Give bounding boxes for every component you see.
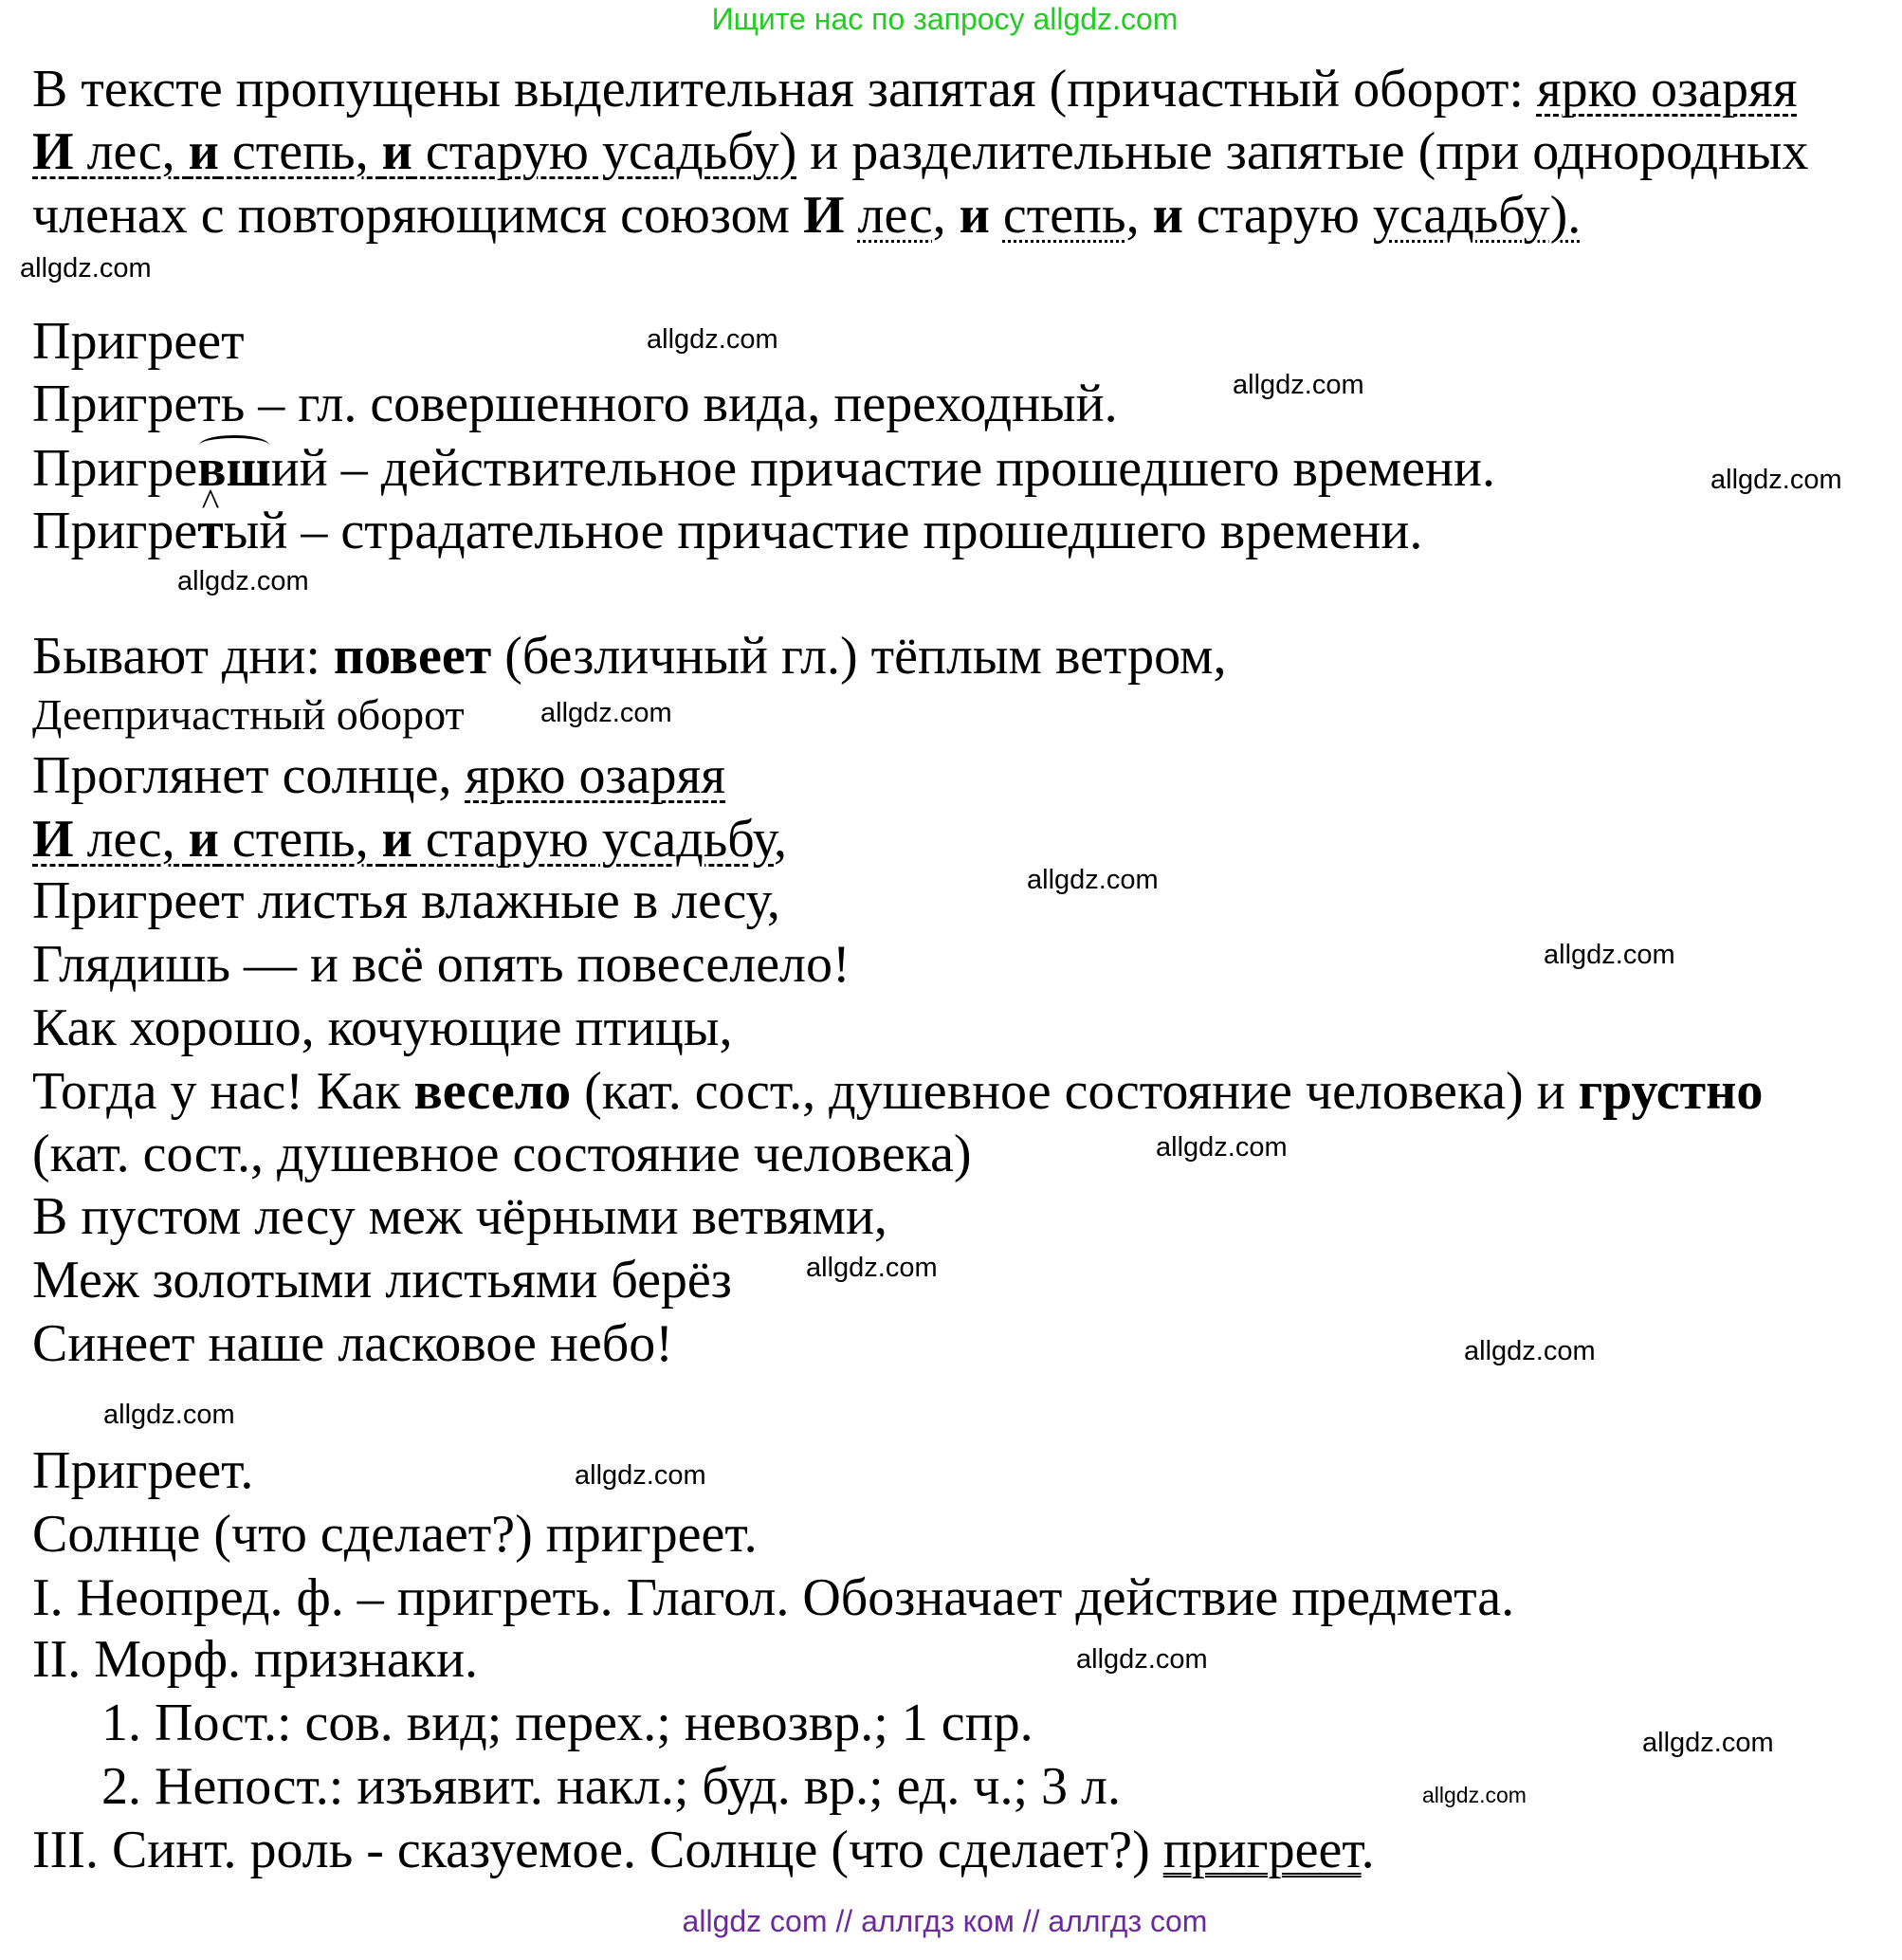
text-fragment: , xyxy=(774,810,788,869)
watermark: allgdz.com xyxy=(1710,465,1842,495)
text-line xyxy=(32,122,1809,181)
watermark: allgdz.com xyxy=(20,253,152,284)
suffix-caret-mark: ^ т xyxy=(197,502,224,560)
text-fragment: Пригреет xyxy=(32,312,245,371)
text-line xyxy=(101,1694,1033,1752)
watermark: allgdz.com xyxy=(647,324,778,355)
text-fragment: II. Морф. признаки. xyxy=(32,1630,479,1689)
text-fragment: Пригреть – гл. совершенного вида, переходный. xyxy=(32,375,1118,433)
watermark: allgdz.com xyxy=(806,1253,938,1283)
underlined-fragment: пригреет xyxy=(1162,1821,1362,1879)
watermark: allgdz.com xyxy=(177,566,309,596)
text-fragment: Как хорошо, кочующие птицы, xyxy=(32,998,733,1057)
watermark: allgdz.com xyxy=(1642,1728,1774,1758)
text-fragment xyxy=(990,186,1003,245)
search-hint-header: Ищите нас по запросу allgdz.com xyxy=(711,2,1179,36)
site-footer: allgdz com // аллгдз ком // аллгдз com xyxy=(682,1904,1208,1938)
underlined-fragment: И xyxy=(32,122,74,181)
text-line xyxy=(32,312,245,371)
text-line xyxy=(32,1441,253,1500)
text-fragment: Глядишь — и всё опять повеселело! xyxy=(32,935,850,994)
text-fragment: старую xyxy=(1182,186,1373,245)
text-line xyxy=(32,935,850,994)
text-fragment: В пустом лесу меж чёрными ветвями, xyxy=(32,1187,887,1246)
text-line xyxy=(32,502,1422,560)
text-fragment: и xyxy=(959,186,990,245)
text-line xyxy=(32,871,780,930)
underlined-fragment: ярко озаряя xyxy=(1536,60,1798,119)
text-line xyxy=(32,186,1581,245)
text-fragment: , xyxy=(1125,186,1153,245)
text-line xyxy=(32,1568,1514,1627)
text-fragment: Деепричастный оборот xyxy=(32,690,465,739)
text-line xyxy=(32,746,725,805)
text-fragment: Бывают дни: xyxy=(32,627,334,686)
watermark: allgdz.com xyxy=(575,1460,706,1491)
watermark: allgdz.com xyxy=(1422,1783,1527,1807)
text-line xyxy=(32,1062,1763,1121)
text-line xyxy=(32,60,1798,119)
text-line xyxy=(32,439,1495,498)
text-fragment: и xyxy=(1152,186,1183,245)
text-line xyxy=(32,1505,758,1564)
text-line xyxy=(32,1187,887,1246)
underlined-fragment: усадьбу). xyxy=(1372,186,1582,245)
watermark: allgdz.com xyxy=(1076,1644,1208,1675)
text-fragment: III. Синт. роль - сказуемое. Солнце (что сделает?) xyxy=(32,1821,1163,1879)
text-fragment: Пригреет. xyxy=(32,1441,254,1500)
text-fragment: ий – действительное причастие прошедшего времени. xyxy=(270,439,1495,498)
text-fragment: грустно xyxy=(1578,1062,1764,1121)
text-fragment: весело xyxy=(413,1062,572,1121)
text-fragment xyxy=(845,186,858,245)
text-line xyxy=(32,627,1226,686)
text-fragment: , xyxy=(932,186,960,245)
text-fragment: повеет xyxy=(333,627,492,686)
text-line xyxy=(32,375,1118,433)
underlined-fragment: старую усадьбу xyxy=(411,810,775,869)
watermark: allgdz.com xyxy=(1544,940,1675,970)
text-fragment: 1. Пост.: сов. вид; перех.; невозвр.; 1 спр. xyxy=(101,1694,1033,1752)
text-fragment: (безличный гл.) тёплым ветром, xyxy=(491,627,1227,686)
suffix-arc-mark: вш xyxy=(197,439,271,498)
text-line xyxy=(32,686,465,744)
underlined-fragment: ярко озаряя xyxy=(465,746,726,805)
text-fragment: (кат. сост., душевное состояние человека) и xyxy=(571,1062,1579,1121)
text-line xyxy=(32,1821,1375,1879)
text-line xyxy=(32,998,733,1057)
text-fragment: Пригреет листья влажные в лесу, xyxy=(32,871,780,930)
text-fragment: Синеет наше ласковое небо! xyxy=(32,1314,673,1373)
watermark: allgdz.com xyxy=(540,698,672,728)
text-fragment: Пригре xyxy=(32,439,198,498)
underlined-fragment: лес xyxy=(857,186,933,245)
underlined-fragment: и xyxy=(381,810,412,869)
text-fragment: членах с повторяющимся союзом xyxy=(32,186,803,245)
text-line xyxy=(32,1125,972,1183)
watermark: allgdz.com xyxy=(103,1400,235,1430)
text-fragment: . xyxy=(1361,1821,1375,1879)
underlined-fragment: и xyxy=(381,122,412,181)
underlined-fragment: степь, xyxy=(218,810,382,869)
text-fragment: I. Неопред. ф. – пригреть. Глагол. Обозначает действие предмета. xyxy=(32,1568,1515,1627)
underlined-fragment: и xyxy=(188,810,219,869)
underlined-fragment: лес, xyxy=(73,810,189,869)
text-fragment: Пригре xyxy=(32,502,198,560)
watermark: allgdz.com xyxy=(1233,370,1364,400)
text-fragment: Проглянет солнце, xyxy=(32,746,466,805)
text-fragment: И xyxy=(802,186,845,245)
text-fragment: (кат. сост., душевное состояние человека) xyxy=(32,1125,972,1183)
watermark: allgdz.com xyxy=(1156,1132,1288,1163)
text-fragment: Солнце (что сделает?) пригреет. xyxy=(32,1505,758,1564)
text-line xyxy=(32,1314,673,1373)
text-fragment: 2. Непост.: изъявит. накл.; буд. вр.; ед. ч.; 3 л. xyxy=(101,1757,1121,1816)
text-line xyxy=(32,810,787,869)
text-line xyxy=(101,1757,1121,1816)
text-line xyxy=(32,1251,732,1310)
text-fragment: Меж золотыми листьями берёз xyxy=(32,1251,732,1310)
underlined-fragment: и xyxy=(188,122,219,181)
text-line xyxy=(32,1630,478,1689)
text-fragment: и разделительные запятые (при однородных xyxy=(796,122,1809,181)
underlined-fragment: лес, xyxy=(73,122,189,181)
watermark: allgdz.com xyxy=(1027,865,1159,895)
text-fragment: В тексте пропущены выделительная запятая (причастный оборот: xyxy=(32,60,1537,119)
text-fragment: ый – страдательное причастие прошедшего времени. xyxy=(223,502,1423,560)
watermark: allgdz.com xyxy=(1464,1336,1596,1366)
underlined-fragment: И xyxy=(32,810,74,869)
underlined-fragment: степь xyxy=(1002,186,1126,245)
text-fragment: Тогда у нас! Как xyxy=(32,1062,414,1121)
underlined-fragment: степь, xyxy=(218,122,382,181)
underlined-fragment: старую усадьбу) xyxy=(411,122,797,181)
